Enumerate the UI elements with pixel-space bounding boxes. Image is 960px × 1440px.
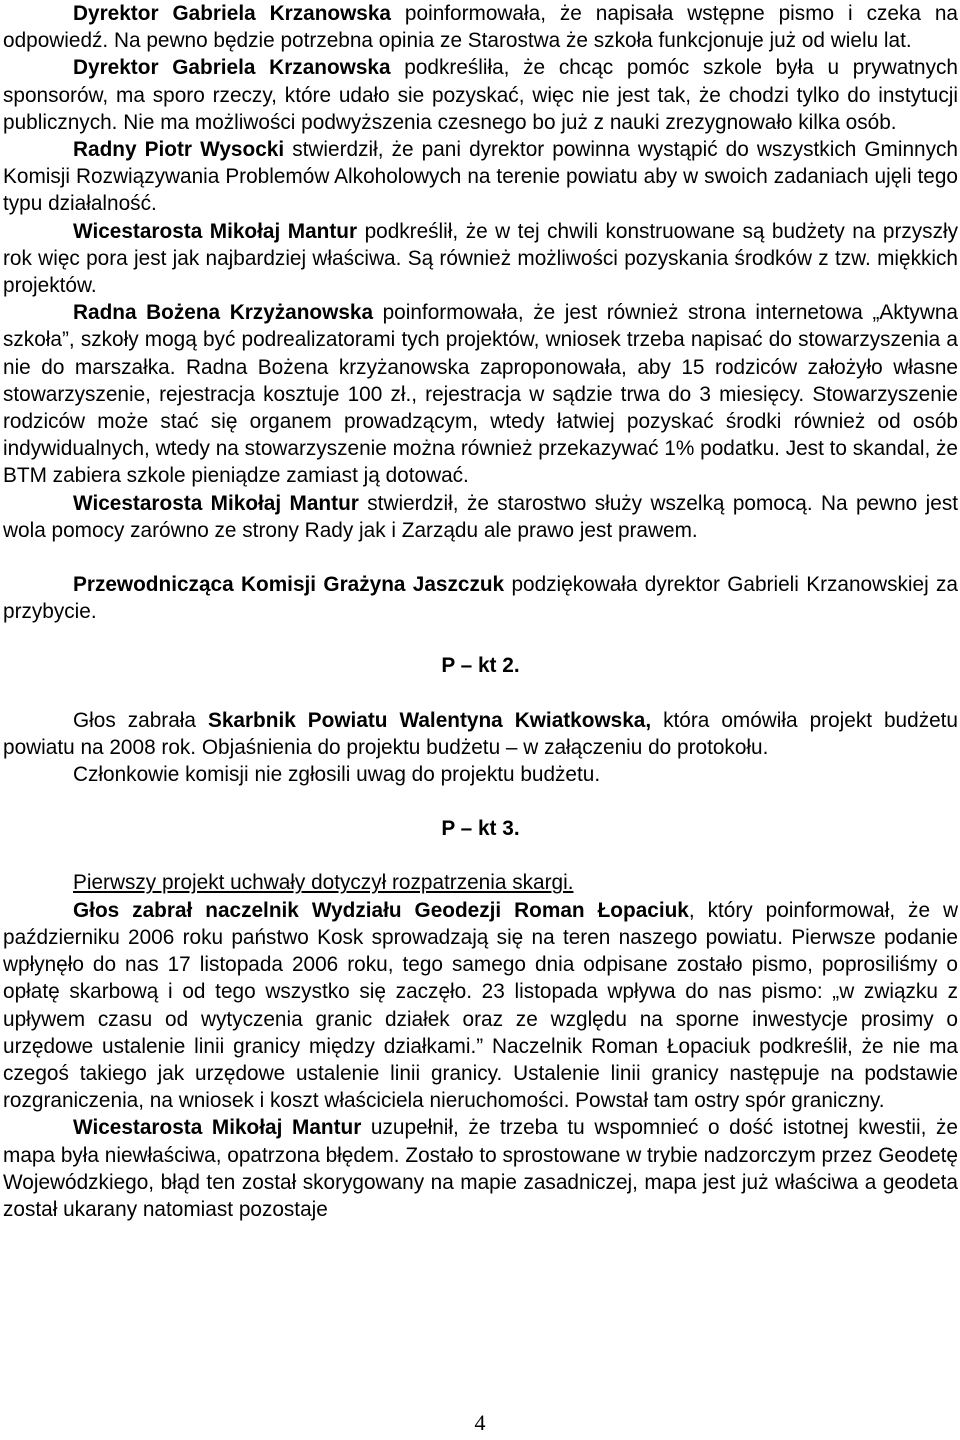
section-heading-kt3: P – kt 3. (441, 817, 520, 841)
paragraph-text: podziękowała dyrektor Gabrieli Krzanowskiej za przybycie. (3, 573, 958, 624)
paragraph-text: podkreślił, że w tej chwili konstruowane są budżety na przyszły rok więc pora jest jak najbardziej właściwa. Są również możliwości pozyskania środków z tzw. miękkich projektów. (3, 219, 958, 298)
paragraph-text: uzupełnił, że trzeba tu wspomnieć o dość istotnej kwestii, że mapa była niewłaściwa, opatrzona błędem. Zostało to sprostowane w trybie nadzorczym przez Geodetę Wojewódzkiego, błąd ten został skorygowany na mapie zasadniczej, mapa jest już właściwa a geodeta został ukarany natomiast pozostaje (3, 1116, 958, 1221)
speaker-name: Radny Piotr Wysocki (73, 138, 285, 162)
paragraph-mantur-map (3, 1114, 958, 1223)
speaker-name: Wicestarosta Mikołaj Mantur (73, 219, 358, 243)
paragraph-text: stwierdził, że starostwo służy wszelką pomocą. Na pewno jest wola pomocy zarówno ze strony Rady jak i Zarządu ale prawo jest prawem. (3, 491, 958, 542)
paragraph-lead: Głos zabrała (73, 708, 208, 732)
paragraph-mantur-help (3, 490, 958, 544)
paragraph-text: , który poinformował, że w październiku 2006 roku państwo Kosk sprowadzają się na teren naszego powiatu. Pierwsze podanie wpłynęło do nas 17 listopada 2006 roku, tego samego dnia odpisane zostało pismo, poprosiliśmy o opłatę skarbową i od tego wszystko się zaczęło. 23 listopada wpływa do nas pismo: „w związku z upływem czasu od wytyczenia granic działek oraz ze względu na sporne inwestycje prosimy o urzędowe ustalenie linii granicy między działkami.” Naczelnik Roman Łopaciuk podkreślił, że nie ma czegoś takiego jak urzędowe ustalenie linii granicy. Ustalenie linii granicy następuje na podstawie rozgraniczenia, na wniosek i koszt właściciela nieruchomości. Powstał tam ostry spór graniczny. (3, 898, 958, 1113)
speaker-name: Radna Bożena Krzyżanowska (73, 301, 374, 325)
speaker-name: Wicestarosta Mikołaj Mantur (73, 491, 359, 515)
paragraph-budget-presentation (3, 707, 958, 761)
paragraph-first-resolution (3, 869, 958, 896)
document-page (3, 0, 958, 1223)
paragraph-wysocki (3, 136, 958, 218)
spacer (3, 842, 958, 869)
speaker-name: Dyrektor Gabriela Krzanowska (73, 2, 391, 25)
paragraph-lopaciuk (3, 897, 958, 1115)
speaker-name: Wicestarosta Mikołaj Mantur (73, 1116, 362, 1140)
paragraph-krzanowska-letter (3, 0, 958, 54)
spacer (3, 680, 958, 707)
page-number: 4 (474, 1410, 486, 1435)
speaker-name: Przewodnicząca Komisji Grażyna Jaszczuk (73, 573, 505, 597)
section-heading-kt2: P – kt 2. (441, 654, 520, 678)
speaker-name: Dyrektor Gabriela Krzanowska (73, 56, 391, 80)
paragraph-krzanowska-sponsors (3, 54, 958, 136)
paragraph-mantur-budgets (3, 218, 958, 300)
paragraph-jaszczuk-thanks (3, 571, 958, 625)
paragraph-text: podkreśliła, że chcąc pomóc szkole była u prywatnych sponsorów, ma sporo rzeczy, które udało sie pozyskać, więc nie jest tak, że chodzi tylko do instytucji publicznych. Nie ma możliwości podwyższenia czesnego bo już z nauki zrezygnowało kilka osób. (3, 56, 958, 134)
paragraph-krzyzanowska (3, 299, 958, 489)
paragraph-text: poinformowała, że napisała wstępne pismo i czeka na odpowiedź. Na pewno będzie potrzebna opinia ze Starostwa że szkoła funkcjonuje już od wielu lat. (3, 2, 958, 53)
paragraph-no-comments: Członkowie komisji nie zgłosili uwag do projektu budżetu. (73, 763, 601, 787)
spacer (3, 544, 958, 571)
paragraph-text: poinformowała, że jest również strona internetowa „Aktywna szkoła”, szkoły mogą być podrealizatorami tych projektów, wniosek trzeba napisać do stowarzyszenia a nie do marszałka. Radna Bożena krzyżanowska zaproponowała, aby 15 rodziców założyło własne stowarzyszenie, rejestracja kosztuje 100 zł., rejestracja w sądzie trwa do 3 miesięcy. Stowarzyszenie rodziców może stać się organem prowadzącym, wtedy łatwiej pozyskać środki również od osób indywidualnych, wtedy na stowarzyszenie można również przekazywać 1% podatku. Jest to skandal, że BTM zabiera szkole pieniądze zamiast ją dotować. (3, 301, 958, 488)
speaker-name: Głos zabrał naczelnik Wydziału Geodezji Roman Łopaciuk (73, 898, 689, 922)
paragraph-text: stwierdził, że pani dyrektor powinna wystąpić do wszystkich Gminnych Komisji Rozwiązywania Problemów Alkoholowych na terenie powiatu aby w swoich zadaniach ujęli tego typu działalność. (3, 138, 958, 216)
underlined-text: Pierwszy projekt uchwały dotyczył rozpatrzenia skargi. (73, 871, 574, 895)
spacer (3, 625, 958, 652)
paragraph-text: która omówiła projekt budżetu powiatu na 2008 rok. Objaśnienia do projektu budżetu – w załączeniu do protokołu. (3, 708, 959, 759)
speaker-name: Skarbnik Powiatu Walentyna Kwiatkowska, (207, 708, 652, 732)
spacer (3, 788, 958, 815)
